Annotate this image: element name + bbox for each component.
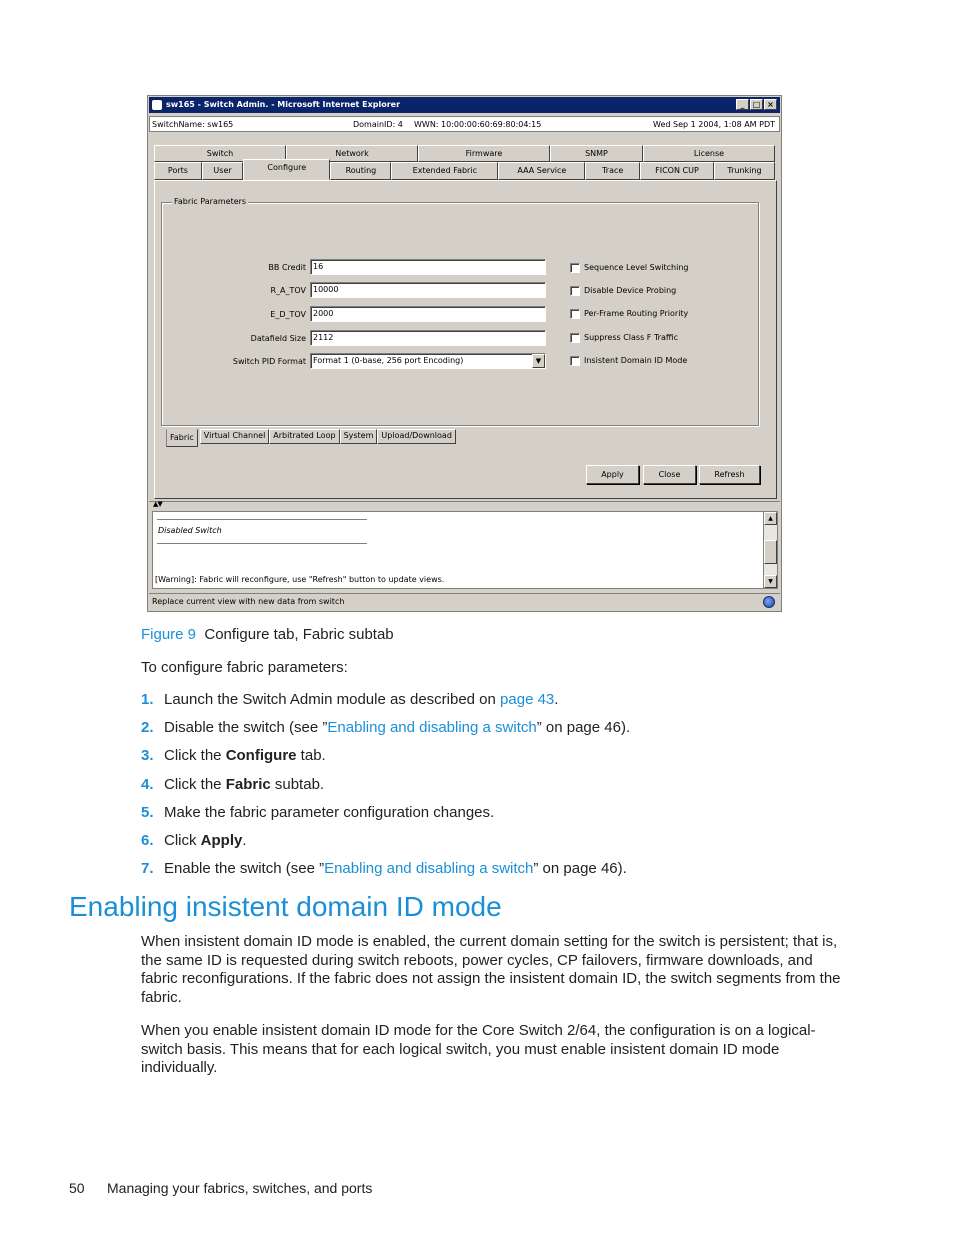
paragraph-1: When insistent domain ID mode is enabled, the current domain setting for the switch is persistent; that is, the same ID is requested during switch reboots, power cycles, CP failovers, firmware downloads, and fabric reconfigurations. If the fabric does not assign the insistent domain ID, the switch segments from the fabric. <box>141 933 841 1006</box>
tab-ficon-cup[interactable]: FICON CUP <box>640 162 714 180</box>
step-text: Launch the Switch Admin module as described on <box>164 691 501 708</box>
step-text: tab. <box>296 747 326 765</box>
tab-switch[interactable]: Switch <box>154 145 286 162</box>
step-number: 6. <box>141 831 154 849</box>
disable-device-probing-checkbox[interactable] <box>570 286 580 296</box>
step-item <box>141 718 630 746</box>
subtab-upload-download[interactable]: Upload/Download <box>377 429 456 444</box>
step-number: 7. <box>141 860 154 878</box>
refresh-button[interactable]: Refresh <box>699 465 760 484</box>
subtab-virtual-channel[interactable]: Virtual Channel <box>200 429 270 444</box>
cross-reference-link[interactable]: Enabling and disabling a switch <box>327 719 537 737</box>
status-bar <box>149 593 780 611</box>
bb-credit-input[interactable]: 16 <box>310 259 546 275</box>
step-item <box>141 859 630 887</box>
switch-pid-format-select[interactable] <box>310 353 546 369</box>
suppress-class-f-traffic-label: Suppress Class F Traffic <box>584 333 678 342</box>
domain-id: DomainID: 4 <box>353 120 403 129</box>
page-number: 50 <box>69 1180 85 1196</box>
step-text: . <box>554 691 559 708</box>
disable-device-probing-label: Disable Device Probing <box>584 286 677 295</box>
splitter-arrows-icon[interactable]: ▲▼ <box>153 500 162 508</box>
step-text: Disable the switch (see ” <box>164 719 328 737</box>
status-text: Replace current view with new data from switch <box>152 597 345 606</box>
step-text: . <box>242 831 247 849</box>
cross-reference-link[interactable]: page 43 <box>500 691 555 708</box>
log-scrollbar[interactable] <box>763 511 778 589</box>
step-text: Enable the switch (see ” <box>164 860 325 878</box>
window-titlebar[interactable] <box>149 97 780 113</box>
switch-pid-format-value: Format 1 (0-base, 256 port Encoding) <box>313 356 464 365</box>
dropdown-arrow-icon[interactable]: ▼ <box>532 354 545 368</box>
tab-license[interactable]: License <box>643 145 775 162</box>
figure-caption <box>141 626 394 643</box>
subtab-system[interactable]: System <box>340 429 378 444</box>
switch-info-bar <box>149 116 780 132</box>
figure-text: Configure tab, Fabric subtab <box>204 626 394 643</box>
apply-button[interactable]: Apply <box>586 465 639 484</box>
log-divider <box>157 519 367 520</box>
insistent-domain-id-mode-label: Insistent Domain ID Mode <box>584 356 688 365</box>
log-area <box>152 511 764 589</box>
section-heading: Enabling insistent domain ID mode <box>69 891 502 922</box>
sequence-level-switching-checkbox[interactable] <box>570 263 580 273</box>
step-number: 4. <box>141 775 154 793</box>
step-item <box>141 746 630 774</box>
switch-pid-format-label: Switch PID Format <box>232 357 306 366</box>
step-text: Click <box>164 831 201 849</box>
window-title: sw165 - Switch Admin. - Microsoft Internet Explorer <box>166 100 401 109</box>
subtab-bar <box>166 429 456 444</box>
step-number: 1. <box>141 691 154 708</box>
globe-icon <box>763 596 775 608</box>
scroll-up-icon[interactable]: ▲ <box>764 512 777 525</box>
step-number: 3. <box>141 747 154 765</box>
ui-term: Apply <box>200 831 243 849</box>
step-text: subtab. <box>270 775 325 793</box>
close-button[interactable]: Close <box>643 465 696 484</box>
figure-label: Figure 9 <box>141 626 197 643</box>
tab-snmp[interactable]: SNMP <box>550 145 643 162</box>
r-a-tov-input[interactable]: 10000 <box>310 282 546 298</box>
internet-explorer-icon <box>152 100 162 110</box>
step-item <box>141 803 630 831</box>
scroll-thumb[interactable] <box>764 540 777 564</box>
suppress-class-f-traffic-checkbox[interactable] <box>570 333 580 343</box>
ui-term: Configure <box>225 747 297 765</box>
per-frame-routing-priority-label: Per-Frame Routing Priority <box>584 309 689 318</box>
step-number: 5. <box>141 803 154 821</box>
r-a-tov-label: R_A_TOV <box>270 286 306 295</box>
log-disabled-switch: Disabled Switch <box>158 526 222 535</box>
tab-configure[interactable]: Configure <box>243 159 330 180</box>
tab-routing[interactable]: Routing <box>330 162 391 180</box>
pane-splitter[interactable] <box>149 501 780 511</box>
tab-firmware[interactable]: Firmware <box>418 145 550 162</box>
subtab-fabric[interactable]: Fabric <box>166 429 198 447</box>
step-number: 2. <box>141 719 154 737</box>
step-text: ” on page 46). <box>536 719 631 737</box>
cross-reference-link[interactable]: Enabling and disabling a switch <box>324 860 534 878</box>
tab-row-2 <box>154 162 775 180</box>
wwn: WWN: 10:00:00:60:69:80:04:15 <box>414 120 542 129</box>
tab-aaa-service[interactable]: AAA Service <box>498 162 585 180</box>
step-text: Click the <box>164 747 226 765</box>
tab-trunking[interactable]: Trunking <box>714 162 775 180</box>
datafield-size-label: Datafield Size <box>250 334 306 343</box>
subtab-arbitrated-loop[interactable]: Arbitrated Loop <box>269 429 339 444</box>
log-warning: [Warning]: Fabric will reconfigure, use "Refresh" button to update views. <box>155 575 445 584</box>
step-item <box>141 775 630 803</box>
switch-admin-window <box>147 95 782 612</box>
fabric-parameters-legend: Fabric Parameters <box>174 197 247 206</box>
tab-ports[interactable]: Ports <box>154 162 202 180</box>
e-d-tov-input[interactable]: 2000 <box>310 306 546 322</box>
tab-network[interactable]: Network <box>286 145 418 162</box>
intro-text: To configure fabric parameters: <box>141 659 348 676</box>
minimize-button[interactable]: _ <box>736 99 749 110</box>
ui-term: Fabric <box>225 775 271 793</box>
log-divider <box>157 543 367 544</box>
insistent-domain-id-mode-checkbox[interactable] <box>570 356 580 366</box>
sequence-level-switching-label: Sequence Level Switching <box>584 263 689 272</box>
step-text: ” on page 46). <box>533 860 627 878</box>
step-item <box>141 831 630 859</box>
bb-credit-label: BB Credit <box>268 263 306 272</box>
tab-user[interactable]: User <box>202 162 243 180</box>
paragraph-2: When you enable insistent domain ID mode for the Core Switch 2/64, the configuration is on a logical-switch basis. This means that for each logical switch, you must enable insistent domain ID mode individually. <box>141 1022 816 1076</box>
step-text: Click the <box>164 775 226 793</box>
date-time: Wed Sep 1 2004, 1:08 AM PDT <box>653 120 775 129</box>
maximize-button[interactable]: □ <box>750 99 763 110</box>
datafield-size-input[interactable]: 2112 <box>310 330 546 346</box>
step-text: Make the fabric parameter configuration changes. <box>164 803 495 821</box>
tab-extended-fabric[interactable]: Extended Fabric <box>391 162 498 180</box>
steps-list <box>141 690 630 887</box>
per-frame-routing-priority-checkbox[interactable] <box>570 309 580 319</box>
switch-name: SwitchName: sw165 <box>152 120 234 129</box>
scroll-down-icon[interactable]: ▼ <box>764 575 777 588</box>
step-item <box>141 690 630 718</box>
close-window-button[interactable]: × <box>764 99 777 110</box>
e-d-tov-label: E_D_TOV <box>270 310 306 319</box>
tab-trace[interactable]: Trace <box>585 162 639 180</box>
footer-section-title: Managing your fabrics, switches, and ports <box>107 1180 373 1196</box>
